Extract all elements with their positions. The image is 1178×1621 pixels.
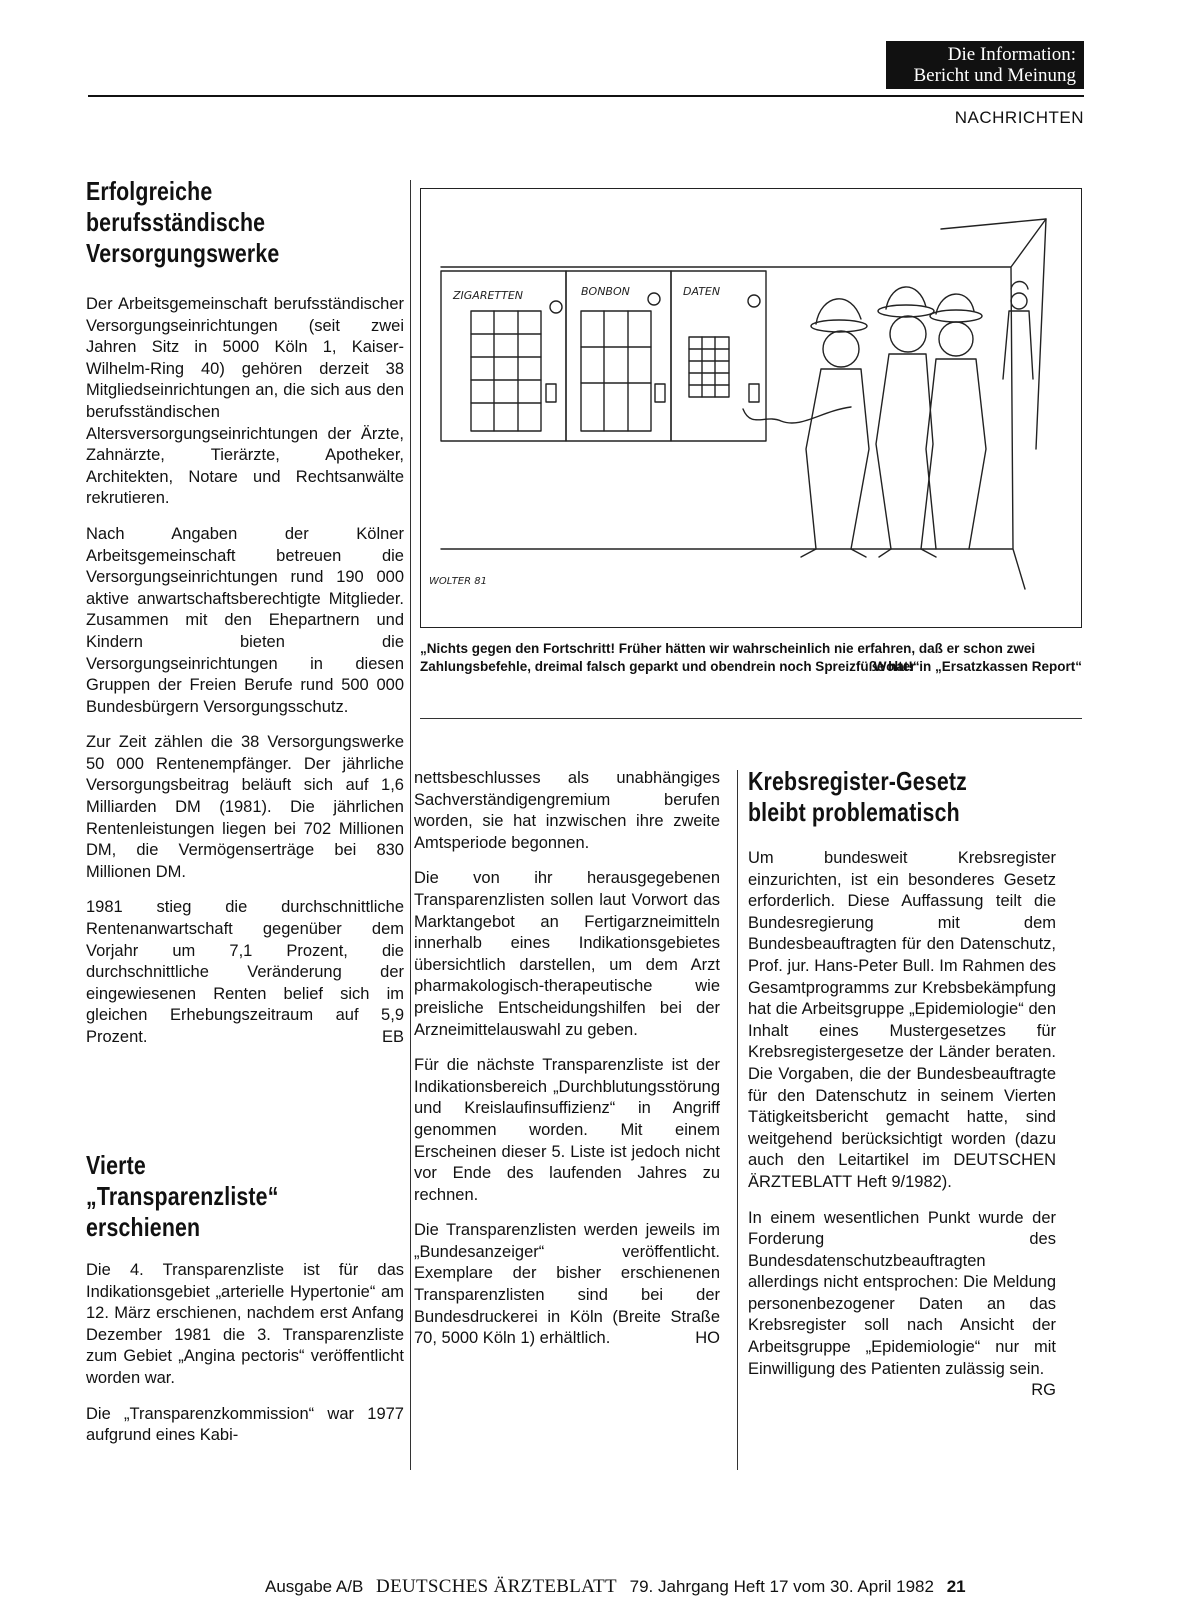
headline-line: „Transparenzliste“: [86, 1181, 279, 1211]
man-with-hat-right: [926, 294, 986, 549]
paragraph: Zur Zeit zählen die 38 Versorgungswerke 50 000 Rentenempfänger. Der jährliche Versorgungsbeitrag beläuft sich auf 1,6 Milliarden DM (1981). Die jährlichen Rentenleistungen liegen bei 702 Millionen DM, die Vermögenserträge bei 830 Millionen DM.: [86, 733, 404, 881]
footer-masthead: DEUTSCHES ÄRZTEBLATT: [376, 1576, 617, 1597]
article2-body-col1: [86, 1260, 404, 1461]
article3-body: [748, 848, 1056, 1402]
headline-line: Versorgungswerke: [86, 238, 280, 268]
paragraph: Die „Transparenzkommission“ war 1977 aufgrund eines Kabi-: [86, 1404, 404, 1445]
paragraph: [414, 1220, 720, 1350]
paragraph-text: 1981 stieg die durchschnittliche Rentenanwartschaft gegenüber dem Vorjahr um 7,1 Prozent, die durchschnittliche Veränderung der eingewiesenen Renten belief sich im gleichen Erhebungszeitraum auf 5,9 Prozent.: [86, 898, 404, 1046]
headline-line: bleibt problematisch: [748, 797, 960, 827]
caption-text: „Nichts gegen den Fortschritt! Früher hätten wir wahrscheinlich nie erfahren, daß er schon zwei Zahlungsbefehle, dreimal falsch geparkt und obendrein noch Spreizfüße hat!“: [420, 641, 1036, 674]
footer-edition: Ausgabe A/B: [265, 1577, 364, 1596]
headline-line: erschienen: [86, 1212, 201, 1242]
article3-headline: [748, 766, 1088, 828]
article2-headline: [86, 1150, 416, 1243]
machine-label: DATEN: [683, 285, 721, 298]
paragraph: [86, 897, 404, 1048]
article1-headline: [86, 176, 416, 269]
man-with-hat-left: [801, 299, 869, 557]
paragraph: Die 4. Transparenzliste ist für das Indikationsgebiet „arterielle Hypertonie“ am 12. März erschienen, nachdem erst Anfang Dezember 1981 die 3. Transparenzliste zum Gebiet „Angina pectoris“ veröffentlicht worden war.: [86, 1261, 404, 1387]
author-signature: HO: [695, 1329, 720, 1348]
paragraph: Der Arbeitsgemeinschaft berufsständischer Versorgungseinrichtungen (seit zwei Jahren Sitz in 5000 Köln 1, Kaiser-Wilhelm-Ring 40) gehören derzeit 38 Mitgliedseinrichtungen an, die sich aus den berufsständischen Altersversorgungseinrichtungen der Ärzte, Zahnärzte, Tierärzte, Apotheker, Architekten, Notare und Rechtsanwälte rekrutieren.: [86, 295, 404, 508]
paragraph: Für die nächste Transparenzliste ist der Indikationsbereich „Durchblutungsstörung und Kreislaufinsuffizienz“ in Angriff genommen worden. Mit einem Erscheinen dieser 5. Liste ist jedoch nicht vor Ende des laufenden Jahres zu rechnen.: [414, 1056, 720, 1204]
headline-line: Krebsregister-Gesetz: [748, 766, 967, 796]
paragraph-text: In einem wesentlichen Punkt wurde der Forderung des Bundesdatenschutzbeauftragten allerdings nicht entsprochen: Die Meldung personenbezogener Daten an das Krebsregister soll nach Ansicht der Arbeitsgruppe „Epidemiologie“ nur mit Einwilligung des Patienten zulässig sein.: [748, 1208, 1056, 1378]
machine-label: BONBON: [581, 285, 630, 298]
paragraph: Um bundesweit Krebsregister einzurichten, ist ein besonderes Gesetz erforderlich. Diese Auffassung teilt die Bundesregierung mit dem Bundesbeauftragten für den Datenschutz, Prof. jur. Hans-Peter Bull. Im Rahmen des Gesamtprogramms zur Krebsbekämpfung hat die Arbeitsgruppe „Epidemiologie“ den Inhalt eines Mustergesetzes für Krebsregistergesetze der Länder beraten. Die Vorgaben, die der Bundesbeauftragte für den Datenschutz in seinem Vierten Tätigkeitsbericht gemacht hatte, sind weitgehend berücksichtigt worden (dazu auch den Leitartikel im DEUTSCHEN ÄRZTEBLATT Heft 9/1982).: [748, 849, 1056, 1191]
headline-line: Vierte: [86, 1150, 146, 1180]
caption-credit: Wolter in „Ersatzkassen Report“: [873, 659, 1082, 674]
header-rule: [88, 95, 1084, 97]
article1-body: [86, 294, 404, 1063]
paragraph: Nach Angaben der Kölner Arbeitsgemeinschaft betreuen die Versorgungseinrichtungen rund 190 000 aktive anwartschaftsberechtigte Mitglieder. Zusammen mit den Ehepartnern und Kindern bieten die Versorgungseinrichtungen in diesen Gruppen der Freien Berufe rund 500 000 Bundesbürgern Versorgungsschutz.: [86, 524, 404, 716]
author-signature: RG: [1031, 1381, 1056, 1400]
cartoon-bottom-rule: [420, 718, 1082, 719]
paragraph: nettsbeschlusses als unabhängiges Sachverständigengremium berufen worden, sie hat inzwischen ihre zweite Amtsperiode begonnen.: [414, 769, 720, 852]
distant-figure: [1003, 282, 1033, 380]
section-header-box: [886, 41, 1084, 89]
page-number: 21: [946, 1577, 966, 1596]
paragraph: Die von ihr herausgegebenen Transparenzlisten sollen laut Vorwort das Marktangebot an Fertigarzneimitteln innerhalb eines Indikationsgebietes übersichtlich darstellen, um dem Arzt pharmakologisch-therapeutische wie preisliche Entscheidungshilfen bei der Arzneimittelauswahl zu geben.: [414, 869, 720, 1039]
cartoon-caption: [420, 640, 1082, 676]
machine-label: ZIGARETTEN: [453, 289, 524, 302]
footer-issue: 79. Jahrgang Heft 17 vom 30. April 1982: [629, 1577, 934, 1596]
man-with-hat-middle: [876, 287, 936, 557]
column-rule: [410, 180, 411, 1470]
paragraph: [748, 1208, 1056, 1400]
headline-line: Erfolgreiche: [86, 176, 213, 206]
room-lines: [441, 219, 1046, 589]
paragraph-text: Die Transparenzlisten werden jeweils im „Bundesanzeiger“ veröffentlicht. Exemplare der bisher erschienenen Transparenzlisten sind bei der Bundesdruckerei in Köln (Breite Straße 70, 5000 Köln 1) erhältlich.: [414, 1221, 720, 1348]
cartoon-illustration: [421, 189, 1081, 627]
column-rule: [737, 770, 738, 1470]
page-footer: [265, 1576, 1085, 1598]
artist-signature: WOLTER 81: [429, 576, 487, 587]
header-line-1: Die Information:: [947, 44, 1076, 65]
header-line-2: Bericht und Meinung: [913, 65, 1076, 86]
headline-line: berufsständische: [86, 207, 266, 237]
author-signature: EB: [381, 1028, 404, 1046]
section-label: NACHRICHTEN: [954, 108, 1084, 127]
article2-body-col2: [414, 768, 720, 1364]
